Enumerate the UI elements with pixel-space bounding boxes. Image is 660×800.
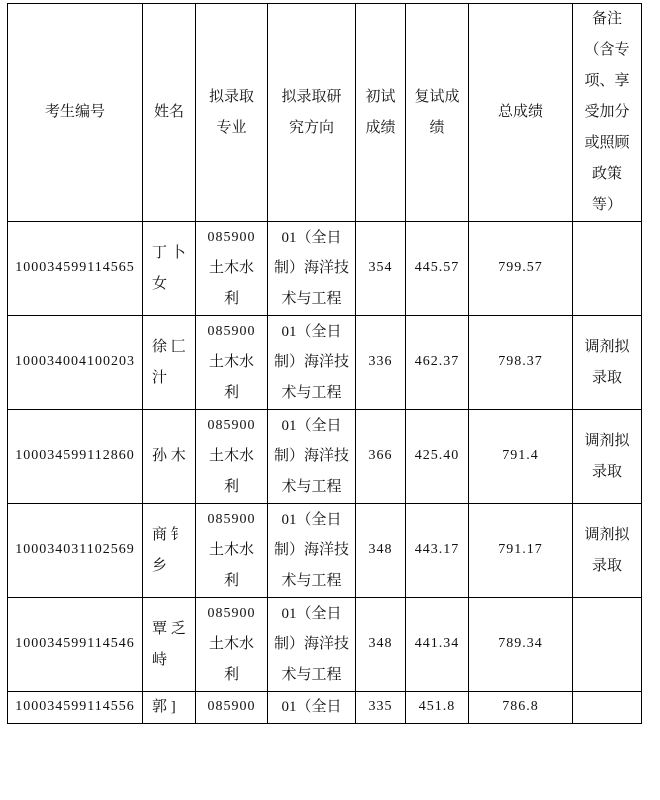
retest-score-cell: [406, 598, 469, 692]
direction-line: 01（全日: [281, 511, 342, 528]
major-line: 085900: [207, 417, 256, 433]
prelim-score-value: 348: [368, 636, 393, 652]
remark-cell: [573, 316, 642, 410]
remark-line: 调剂拟: [584, 339, 630, 355]
name-cell: [143, 222, 196, 316]
major-line: 利: [223, 384, 239, 401]
header-exam-id-line: 考生编号: [44, 104, 105, 121]
retest-score-value: 425.40: [414, 448, 460, 464]
retest-score-cell: [406, 222, 469, 316]
name-line: 郭 ]: [152, 699, 176, 715]
name-line: 商 钅: [152, 527, 186, 543]
header-direction-line: 究方向: [288, 119, 334, 136]
major-cell: [196, 222, 268, 316]
name-line: 丁 卜: [152, 245, 186, 261]
header-retest-score: [406, 4, 469, 222]
major-line: 土木水: [208, 636, 254, 653]
major-line: 利: [223, 478, 239, 495]
prelim-score-value: 348: [368, 542, 393, 558]
prelim-score-value: 336: [368, 354, 393, 370]
retest-score-value: 451.8: [418, 699, 456, 714]
major-cell: [196, 410, 268, 504]
direction-cell: [268, 504, 356, 598]
name-cell: [143, 504, 196, 598]
major-line: 土木水: [208, 542, 254, 559]
header-prelim-score-line: 初试: [365, 89, 396, 105]
direction-cell: [268, 598, 356, 692]
header-total-score-line: 总成绩: [497, 104, 543, 121]
header-name-line: 姓名: [153, 104, 184, 121]
remark-cell: [573, 692, 642, 724]
prelim-score-cell: [356, 410, 406, 504]
major-cell: [196, 316, 268, 410]
retest-score-cell: [406, 692, 469, 724]
header-prelim-score-line: 成绩: [365, 119, 396, 136]
header-remark-line: 或照顾: [584, 135, 630, 151]
header-remark-line: 项、享: [584, 73, 630, 89]
major-line: 利: [223, 666, 239, 683]
remark-cell: [573, 598, 642, 692]
prelim-score-cell: [356, 692, 406, 724]
retest-score-value: 443.17: [414, 542, 460, 558]
direction-line: 制）海洋技: [273, 542, 349, 559]
total-score-value: 789.34: [498, 636, 543, 652]
major-cell: [196, 598, 268, 692]
direction-line: 01（全日: [281, 229, 342, 246]
header-total-score: [469, 4, 573, 222]
direction-line: 制）海洋技: [273, 448, 349, 465]
header-direction: [268, 4, 356, 222]
total-score-cell: [469, 222, 573, 316]
prelim-score-cell: [356, 222, 406, 316]
table-header-row: [8, 4, 642, 222]
exam-id-value: 100034031102569: [15, 542, 135, 558]
exam-id-value: 100034599112860: [15, 448, 135, 464]
direction-line: 术与工程: [281, 384, 342, 401]
header-name: [143, 4, 196, 222]
name-cell: [143, 316, 196, 410]
header-remark-line: （含专: [584, 42, 630, 58]
major-line: 085900: [207, 699, 256, 714]
exam-id-cell: [8, 504, 143, 598]
remark-cell: [573, 410, 642, 504]
header-remark-line: 政策: [591, 166, 622, 182]
major-line: 085900: [207, 229, 256, 245]
header-remark-line: 等）: [591, 197, 622, 213]
table-row: [8, 316, 642, 410]
exam-id-cell: [8, 598, 143, 692]
exam-id-value: 100034599114565: [15, 260, 135, 276]
total-score-value: 786.8: [502, 699, 539, 714]
name-cell: [143, 598, 196, 692]
direction-line: 制）海洋技: [273, 354, 349, 371]
major-line: 土木水: [208, 354, 254, 371]
prelim-score-value: 335: [368, 699, 393, 714]
header-direction-line: 拟录取研: [281, 89, 342, 105]
direction-cell: [268, 692, 356, 724]
retest-score-value: 445.57: [414, 260, 460, 276]
major-line: 085900: [207, 605, 256, 621]
direction-line: 术与工程: [281, 572, 342, 589]
name-line: 孙 木: [152, 448, 186, 465]
total-score-cell: [469, 316, 573, 410]
name-line: 徐 匚: [152, 339, 186, 355]
table-row: [8, 410, 642, 504]
header-major-line: 专业: [216, 119, 247, 136]
name-line: 峙: [152, 651, 168, 668]
table-row: [8, 692, 642, 724]
direction-line: 01（全日: [281, 323, 342, 340]
table-row: [8, 222, 642, 316]
major-line: 利: [223, 572, 239, 589]
direction-line: 制）海洋技: [273, 636, 349, 653]
direction-line: 术与工程: [281, 290, 342, 307]
major-line: 085900: [207, 511, 256, 527]
direction-cell: [268, 316, 356, 410]
header-exam-id: [8, 4, 143, 222]
direction-line: 01（全日: [281, 417, 342, 434]
direction-line: 01（全日: [281, 605, 342, 622]
retest-score-cell: [406, 504, 469, 598]
total-score-value: 798.37: [498, 354, 543, 370]
remark-line: 调剂拟: [584, 527, 630, 543]
prelim-score-cell: [356, 598, 406, 692]
retest-score-value: 462.37: [414, 354, 460, 370]
major-cell: [196, 692, 268, 724]
exam-id-cell: [8, 222, 143, 316]
total-score-value: 791.17: [498, 542, 543, 558]
direction-line: 01（全日: [281, 699, 342, 715]
direction-line: 制）海洋技: [273, 260, 349, 277]
total-score-cell: [469, 504, 573, 598]
major-line: 土木水: [208, 448, 254, 465]
remark-line: 录取: [591, 557, 622, 574]
direction-line: 术与工程: [281, 478, 342, 495]
total-score-value: 791.4: [502, 448, 539, 464]
admission-table-body: [8, 4, 642, 724]
prelim-score-value: 366: [368, 448, 393, 464]
admission-table: [7, 3, 642, 724]
prelim-score-cell: [356, 504, 406, 598]
total-score-cell: [469, 598, 573, 692]
header-remark: [573, 4, 642, 222]
direction-cell: [268, 222, 356, 316]
major-line: 085900: [207, 323, 256, 339]
exam-id-cell: [8, 410, 143, 504]
table-row: [8, 598, 642, 692]
name-cell: [143, 410, 196, 504]
remark-cell: [573, 222, 642, 316]
exam-id-value: 100034004100203: [15, 354, 135, 370]
major-line: 利: [223, 290, 239, 307]
header-major: [196, 4, 268, 222]
remark-line: 调剂拟: [584, 433, 630, 449]
header-remark-line: 备注: [591, 11, 622, 27]
prelim-score-cell: [356, 316, 406, 410]
remark-cell: [573, 504, 642, 598]
retest-score-cell: [406, 410, 469, 504]
total-score-value: 799.57: [498, 260, 543, 276]
name-line: 女: [152, 275, 168, 292]
exam-id-value: 100034599114556: [15, 699, 135, 714]
total-score-cell: [469, 692, 573, 724]
prelim-score-value: 354: [368, 260, 393, 276]
remark-line: 录取: [591, 463, 622, 480]
retest-score-value: 441.34: [414, 636, 460, 652]
name-line: 汁: [152, 369, 168, 386]
remark-line: 录取: [591, 369, 622, 386]
exam-id-value: 100034599114546: [15, 636, 135, 652]
major-line: 土木水: [208, 260, 254, 277]
name-cell: [143, 692, 196, 724]
major-cell: [196, 504, 268, 598]
total-score-cell: [469, 410, 573, 504]
header-prelim-score: [356, 4, 406, 222]
table-row: [8, 504, 642, 598]
name-line: 覃 乏: [152, 621, 186, 637]
exam-id-cell: [8, 316, 143, 410]
retest-score-cell: [406, 316, 469, 410]
direction-line: 术与工程: [281, 666, 342, 683]
header-retest-score-line: 复试成: [414, 89, 460, 105]
exam-id-cell: [8, 692, 143, 724]
header-retest-score-line: 绩: [429, 119, 445, 136]
header-remark-line: 受加分: [584, 104, 630, 120]
direction-cell: [268, 410, 356, 504]
header-major-line: 拟录取: [208, 89, 254, 105]
name-line: 乡: [152, 557, 168, 574]
